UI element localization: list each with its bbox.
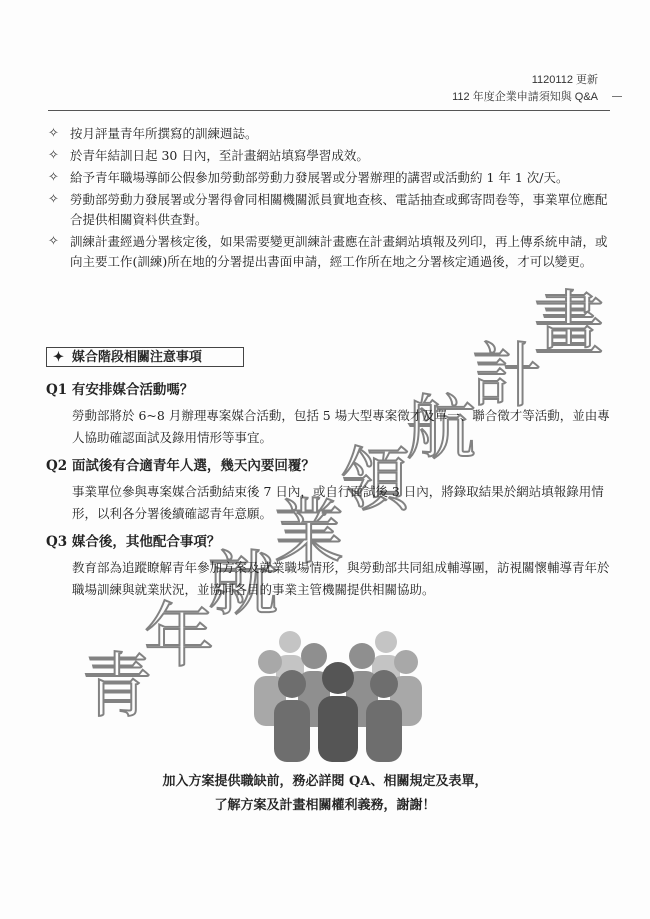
document-title: 112 年度企業申請須知與 Q&A xyxy=(452,91,598,103)
diamond-bullet-icon: ✧ xyxy=(48,170,59,185)
diamond-bullet-icon: ✧ xyxy=(48,126,59,141)
watermark-char: 領 xyxy=(340,439,410,521)
list-item: ✧ 於青年結訓日起 30 日內，至計畫網站填寫學習成效。 xyxy=(46,146,612,166)
question-2: Q2 面試後有合適青年人選，幾天內要回覆？ xyxy=(46,458,315,474)
update-date: 1120112 更新 xyxy=(531,74,598,86)
section-title: 媒合階段相關注意事項 xyxy=(71,350,202,365)
list-item: ✧ 按月評量青年所撰寫的訓練週誌。 xyxy=(46,124,612,144)
obligation-list xyxy=(46,124,612,274)
list-item: ✧ 給予青年職場導師公假參加勞動部勞動力發展署或分署辦理的講習或活動約 1 年 1 次/天。 xyxy=(46,168,612,188)
footer-notice-line1: 加入方案提供職缺前，務必詳閱 QA、相關規定及表單， xyxy=(162,774,488,789)
list-item: ✧ 勞動部勞動力發展署或分署得會同相關機關派員實地查核、電話抽查或郵寄問卷等，事業單位應配合提供相關資料供查對。 xyxy=(48,192,608,227)
watermark-char: 就 xyxy=(208,543,278,625)
watermark-char: 青 xyxy=(82,645,152,727)
answer-2: 事業單位參與專案媒合活動結束後 7 日內，或自行面試後 3 日內，將錄取結果於網站填報錄用情形，以利各分署後續確認青年意願。 xyxy=(72,484,604,521)
watermark-char: 年 xyxy=(144,595,214,677)
scan-mark xyxy=(612,96,622,97)
page-header xyxy=(452,72,598,106)
diamond-bullet-icon: ✧ xyxy=(48,148,59,163)
question-1: Q1 有安排媒合活動嗎？ xyxy=(46,382,194,398)
footer-notice-line2: 了解方案及計畫相關權利義務，謝謝！ xyxy=(214,798,436,813)
watermark-char: 畫 xyxy=(534,283,604,365)
answer-1: 勞動部將於 6~8 月辦理專案媒合活動，包括 5 場大型專案徵才及單一、聯合徵才等活動，並由專人協助確認面試及錄用情形等事宜。 xyxy=(72,408,610,445)
list-item: ✧ 訓練計畫經過分署核定後，如果需要變更訓練計畫應在計畫網站填報及列印，再上傳系統申請，或向主要工作(訓練)所在地的分署提出書面申請，經工作所在地之分署核定通過後，才可以變更。 xyxy=(48,234,608,269)
diamond-bullet-icon: ✧ xyxy=(48,234,59,249)
diamond-bullet-icon: ✧ xyxy=(48,192,59,207)
star-icon: ✦ xyxy=(53,350,64,365)
question-3: Q3 媒合後，其他配合事項？ xyxy=(46,534,221,550)
watermark-char: 航 xyxy=(406,387,476,469)
header-divider xyxy=(48,110,610,111)
answer-3: 教育部為追蹤瞭解青年參加方案及就業職場情形，與勞動部共同組成輔導團，訪視關懷輔導青年於職場訓練與就業狀況，並協同各目的事業主管機關提供相關協助。 xyxy=(72,560,610,597)
section-heading-matching xyxy=(46,347,244,367)
people-group-icon xyxy=(248,622,428,762)
watermark-char: 計 xyxy=(472,335,542,417)
watermark-char: 業 xyxy=(274,491,344,573)
